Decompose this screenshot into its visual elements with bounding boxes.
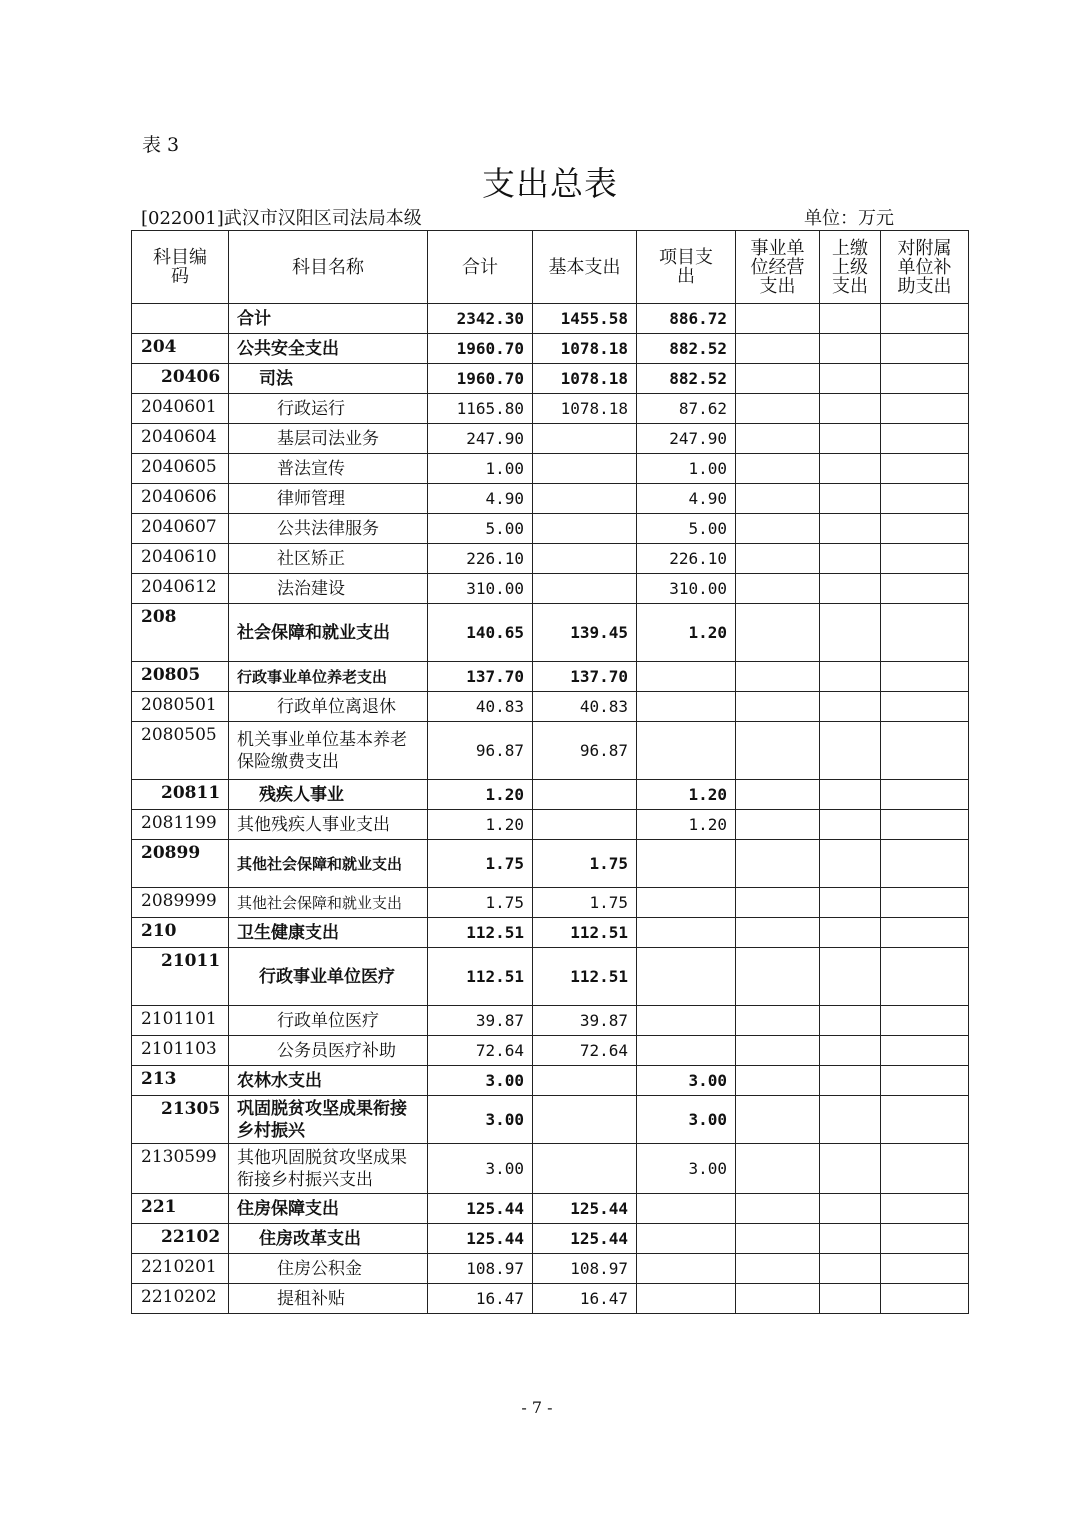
cell-subsidy: [881, 810, 969, 840]
cell-name: 其他残疾人事业支出: [229, 810, 428, 840]
table-row: [132, 1036, 969, 1066]
cell-remit: [820, 662, 881, 692]
cell-total: 72.64: [428, 1036, 533, 1066]
cell-remit: [820, 484, 881, 514]
cell-business: [736, 364, 820, 394]
table-row: [132, 918, 969, 948]
cell-subsidy: [881, 544, 969, 574]
cell-name: 社区矫正: [229, 544, 428, 574]
cell-name: 基层司法业务: [229, 424, 428, 454]
cell-project: 3.00: [637, 1096, 736, 1144]
cell-subsidy: [881, 948, 969, 1006]
cell-basic: 40.83: [533, 692, 637, 722]
cell-basic: 1455.58: [533, 304, 637, 334]
cell-basic: 108.97: [533, 1254, 637, 1284]
cell-basic: 1078.18: [533, 364, 637, 394]
cell-remit: [820, 948, 881, 1006]
cell-basic: 1078.18: [533, 334, 637, 364]
cell-business: [736, 662, 820, 692]
table-row: [132, 484, 969, 514]
cell-subsidy: [881, 1224, 969, 1254]
cell-total: 1.20: [428, 810, 533, 840]
cell-subsidy: [881, 334, 969, 364]
cell-code: 21011: [132, 948, 229, 1006]
cell-project: [637, 1194, 736, 1224]
cell-remit: [820, 810, 881, 840]
table-row: [132, 574, 969, 604]
cell-total: 247.90: [428, 424, 533, 454]
cell-basic: 1.75: [533, 888, 637, 918]
cell-business: [736, 810, 820, 840]
cell-project: [637, 840, 736, 888]
page-number: - 7 -: [521, 1398, 553, 1417]
cell-project: 1.20: [637, 604, 736, 662]
cell-name: 司法: [229, 364, 428, 394]
cell-code: 20805: [132, 662, 229, 692]
cell-total: 1960.70: [428, 334, 533, 364]
cell-basic: 16.47: [533, 1284, 637, 1314]
cell-basic: [533, 1066, 637, 1096]
cell-name: 其他社会保障和就业支出: [229, 888, 428, 918]
cell-project: 882.52: [637, 334, 736, 364]
cell-business: [736, 1284, 820, 1314]
expense-table: [131, 230, 969, 1314]
cell-business: [736, 692, 820, 722]
cell-project: 5.00: [637, 514, 736, 544]
cell-project: 1.20: [637, 810, 736, 840]
col-header-total: 合计: [428, 231, 533, 304]
col-header-name: 科目名称: [229, 231, 428, 304]
cell-business: [736, 334, 820, 364]
cell-business: [736, 1096, 820, 1144]
cell-total: 108.97: [428, 1254, 533, 1284]
cell-name: 公务员医疗补助: [229, 1036, 428, 1066]
cell-name: 行政单位离退休: [229, 692, 428, 722]
cell-business: [736, 1144, 820, 1194]
cell-subsidy: [881, 604, 969, 662]
cell-business: [736, 1194, 820, 1224]
cell-name: 其他巩固脱贫攻坚成果衔接乡村振兴支出: [229, 1144, 428, 1194]
cell-basic: [533, 424, 637, 454]
cell-total: 40.83: [428, 692, 533, 722]
cell-project: [637, 948, 736, 1006]
cell-name: 社会保障和就业支出: [229, 604, 428, 662]
cell-remit: [820, 722, 881, 780]
cell-name: 行政事业单位养老支出: [229, 662, 428, 692]
cell-code: 22102: [132, 1224, 229, 1254]
cell-remit: [820, 1066, 881, 1096]
table-row: [132, 692, 969, 722]
cell-business: [736, 544, 820, 574]
cell-total: 112.51: [428, 918, 533, 948]
cell-total: 39.87: [428, 1006, 533, 1036]
cell-subsidy: [881, 1144, 969, 1194]
cell-basic: [533, 514, 637, 544]
cell-basic: 125.44: [533, 1194, 637, 1224]
cell-name: 卫生健康支出: [229, 918, 428, 948]
cell-subsidy: [881, 1006, 969, 1036]
cell-project: [637, 722, 736, 780]
cell-business: [736, 574, 820, 604]
table-row: [132, 1066, 969, 1096]
cell-subsidy: [881, 484, 969, 514]
cell-subsidy: [881, 662, 969, 692]
cell-total: 5.00: [428, 514, 533, 544]
cell-basic: 139.45: [533, 604, 637, 662]
cell-subsidy: [881, 1194, 969, 1224]
cell-total: 310.00: [428, 574, 533, 604]
cell-name: 行政单位医疗: [229, 1006, 428, 1036]
cell-remit: [820, 840, 881, 888]
cell-project: [637, 1284, 736, 1314]
cell-code: 2040606: [132, 484, 229, 514]
cell-total: 1.20: [428, 780, 533, 810]
cell-code: 2040605: [132, 454, 229, 484]
cell-name: 农林水支出: [229, 1066, 428, 1096]
cell-subsidy: [881, 918, 969, 948]
table-row: [132, 544, 969, 574]
cell-project: [637, 1224, 736, 1254]
cell-project: 886.72: [637, 304, 736, 334]
table-row: [132, 1096, 969, 1144]
cell-project: 226.10: [637, 544, 736, 574]
col-header-business: 事业单位经营支出: [736, 231, 820, 304]
cell-project: 3.00: [637, 1144, 736, 1194]
cell-subsidy: [881, 454, 969, 484]
table-label: 表 3: [142, 134, 180, 156]
cell-basic: 125.44: [533, 1224, 637, 1254]
cell-name: 行政运行: [229, 394, 428, 424]
table-row: [132, 364, 969, 394]
cell-code: 2101103: [132, 1036, 229, 1066]
cell-total: 1960.70: [428, 364, 533, 394]
cell-remit: [820, 888, 881, 918]
col-header-remit: 上缴上级支出: [820, 231, 881, 304]
cell-remit: [820, 1254, 881, 1284]
col-header-basic: 基本支出: [533, 231, 637, 304]
cell-remit: [820, 394, 881, 424]
cell-project: 4.90: [637, 484, 736, 514]
cell-total: 4.90: [428, 484, 533, 514]
cell-business: [736, 1006, 820, 1036]
cell-remit: [820, 454, 881, 484]
cell-business: [736, 840, 820, 888]
cell-total: 2342.30: [428, 304, 533, 334]
table-row: [132, 514, 969, 544]
cell-basic: 39.87: [533, 1006, 637, 1036]
table-row: [132, 1284, 969, 1314]
cell-project: [637, 1254, 736, 1284]
cell-remit: [820, 1144, 881, 1194]
cell-business: [736, 514, 820, 544]
cell-subsidy: [881, 1284, 969, 1314]
cell-total: 112.51: [428, 948, 533, 1006]
cell-project: [637, 918, 736, 948]
unit-name: [022001]武汉市汉阳区司法局本级: [141, 208, 422, 229]
cell-code: 213: [132, 1066, 229, 1096]
cell-subsidy: [881, 1036, 969, 1066]
cell-total: 1.75: [428, 840, 533, 888]
cell-code: 20811: [132, 780, 229, 810]
cell-basic: 112.51: [533, 948, 637, 1006]
cell-total: 140.65: [428, 604, 533, 662]
cell-code: 2040604: [132, 424, 229, 454]
cell-basic: 137.70: [533, 662, 637, 692]
cell-project: [637, 692, 736, 722]
cell-remit: [820, 1224, 881, 1254]
cell-business: [736, 780, 820, 810]
cell-business: [736, 1224, 820, 1254]
cell-code: 210: [132, 918, 229, 948]
cell-code: 2040607: [132, 514, 229, 544]
cell-name: 其他社会保障和就业支出: [229, 840, 428, 888]
table-row: [132, 722, 969, 780]
cell-code: 2130599: [132, 1144, 229, 1194]
cell-code: 21305: [132, 1096, 229, 1144]
col-header-project: 项目支出: [637, 231, 736, 304]
cell-name: 合计: [229, 304, 428, 334]
cell-project: 3.00: [637, 1066, 736, 1096]
cell-subsidy: [881, 424, 969, 454]
cell-code: 204: [132, 334, 229, 364]
cell-code: 2080501: [132, 692, 229, 722]
cell-remit: [820, 544, 881, 574]
cell-total: 137.70: [428, 662, 533, 692]
table-row: [132, 604, 969, 662]
cell-project: 247.90: [637, 424, 736, 454]
cell-total: 125.44: [428, 1194, 533, 1224]
table-header-row: [132, 231, 969, 304]
table-row: [132, 304, 969, 334]
cell-name: 住房公积金: [229, 1254, 428, 1284]
cell-basic: [533, 780, 637, 810]
cell-subsidy: [881, 692, 969, 722]
cell-total: 1165.80: [428, 394, 533, 424]
cell-remit: [820, 574, 881, 604]
table-row: [132, 1006, 969, 1036]
cell-business: [736, 454, 820, 484]
cell-remit: [820, 1006, 881, 1036]
cell-code: 2101101: [132, 1006, 229, 1036]
cell-remit: [820, 1194, 881, 1224]
cell-total: 96.87: [428, 722, 533, 780]
cell-basic: [533, 1144, 637, 1194]
cell-business: [736, 722, 820, 780]
cell-subsidy: [881, 1066, 969, 1096]
table-row: [132, 840, 969, 888]
cell-remit: [820, 918, 881, 948]
cell-business: [736, 604, 820, 662]
cell-subsidy: [881, 780, 969, 810]
cell-project: [637, 1036, 736, 1066]
cell-code: [132, 304, 229, 334]
cell-name: 机关事业单位基本养老保险缴费支出: [229, 722, 428, 780]
table-row: [132, 1224, 969, 1254]
cell-code: 2210201: [132, 1254, 229, 1284]
col-header-subsidy: 对附属单位补助支出: [881, 231, 969, 304]
cell-name: 巩固脱贫攻坚成果衔接乡村振兴: [229, 1096, 428, 1144]
cell-remit: [820, 1284, 881, 1314]
cell-basic: [533, 484, 637, 514]
cell-project: 1.20: [637, 780, 736, 810]
cell-business: [736, 304, 820, 334]
cell-basic: [533, 574, 637, 604]
table-row: [132, 1194, 969, 1224]
cell-project: [637, 662, 736, 692]
cell-subsidy: [881, 574, 969, 604]
cell-code: 2210202: [132, 1284, 229, 1314]
cell-total: 3.00: [428, 1096, 533, 1144]
cell-name: 法治建设: [229, 574, 428, 604]
cell-business: [736, 394, 820, 424]
table-row: [132, 394, 969, 424]
table-row: [132, 1254, 969, 1284]
table-row: [132, 424, 969, 454]
cell-remit: [820, 692, 881, 722]
cell-business: [736, 918, 820, 948]
cell-name: 提租补贴: [229, 1284, 428, 1314]
cell-name: 残疾人事业: [229, 780, 428, 810]
cell-total: 1.00: [428, 454, 533, 484]
cell-basic: 72.64: [533, 1036, 637, 1066]
cell-remit: [820, 1096, 881, 1144]
cell-total: 226.10: [428, 544, 533, 574]
cell-name: 律师管理: [229, 484, 428, 514]
cell-basic: 1.75: [533, 840, 637, 888]
table-row: [132, 454, 969, 484]
cell-basic: 112.51: [533, 918, 637, 948]
cell-subsidy: [881, 1254, 969, 1284]
table-row: [132, 810, 969, 840]
cell-name: 普法宣传: [229, 454, 428, 484]
cell-business: [736, 1254, 820, 1284]
cell-remit: [820, 424, 881, 454]
cell-subsidy: [881, 364, 969, 394]
cell-basic: [533, 454, 637, 484]
cell-project: 87.62: [637, 394, 736, 424]
cell-basic: 96.87: [533, 722, 637, 780]
cell-subsidy: [881, 304, 969, 334]
col-header-code: 科目编码: [132, 231, 229, 304]
cell-basic: [533, 544, 637, 574]
cell-remit: [820, 364, 881, 394]
cell-subsidy: [881, 514, 969, 544]
cell-total: 3.00: [428, 1144, 533, 1194]
cell-code: 221: [132, 1194, 229, 1224]
cell-business: [736, 888, 820, 918]
cell-code: 2040601: [132, 394, 229, 424]
table-row: [132, 888, 969, 918]
table-row: [132, 662, 969, 692]
cell-code: 2089999: [132, 888, 229, 918]
cell-project: [637, 888, 736, 918]
cell-subsidy: [881, 840, 969, 888]
cell-business: [736, 948, 820, 1006]
cell-business: [736, 484, 820, 514]
cell-business: [736, 424, 820, 454]
page-title: 支出总表: [482, 164, 618, 203]
cell-remit: [820, 304, 881, 334]
cell-remit: [820, 604, 881, 662]
table-body: [132, 304, 969, 1314]
cell-code: 2040612: [132, 574, 229, 604]
cell-remit: [820, 514, 881, 544]
cell-project: 310.00: [637, 574, 736, 604]
cell-subsidy: [881, 1096, 969, 1144]
cell-name: 公共法律服务: [229, 514, 428, 544]
cell-basic: [533, 1096, 637, 1144]
cell-project: 1.00: [637, 454, 736, 484]
cell-subsidy: [881, 722, 969, 780]
cell-code: 20406: [132, 364, 229, 394]
cell-code: 208: [132, 604, 229, 662]
table-row: [132, 780, 969, 810]
cell-code: 20899: [132, 840, 229, 888]
cell-subsidy: [881, 888, 969, 918]
cell-subsidy: [881, 394, 969, 424]
unit-label: 单位：万元: [804, 208, 894, 229]
cell-project: [637, 1006, 736, 1036]
cell-business: [736, 1036, 820, 1066]
cell-code: 2040610: [132, 544, 229, 574]
cell-code: 2080505: [132, 722, 229, 780]
cell-basic: 1078.18: [533, 394, 637, 424]
table-row: [132, 334, 969, 364]
cell-code: 2081199: [132, 810, 229, 840]
cell-total: 3.00: [428, 1066, 533, 1096]
table-row: [132, 1144, 969, 1194]
cell-total: 125.44: [428, 1224, 533, 1254]
cell-name: 行政事业单位医疗: [229, 948, 428, 1006]
cell-name: 住房保障支出: [229, 1194, 428, 1224]
cell-remit: [820, 334, 881, 364]
cell-name: 公共安全支出: [229, 334, 428, 364]
cell-business: [736, 1066, 820, 1096]
table-row: [132, 948, 969, 1006]
cell-total: 16.47: [428, 1284, 533, 1314]
cell-name: 住房改革支出: [229, 1224, 428, 1254]
cell-total: 1.75: [428, 888, 533, 918]
cell-remit: [820, 1036, 881, 1066]
cell-basic: [533, 810, 637, 840]
cell-project: 882.52: [637, 364, 736, 394]
cell-remit: [820, 780, 881, 810]
